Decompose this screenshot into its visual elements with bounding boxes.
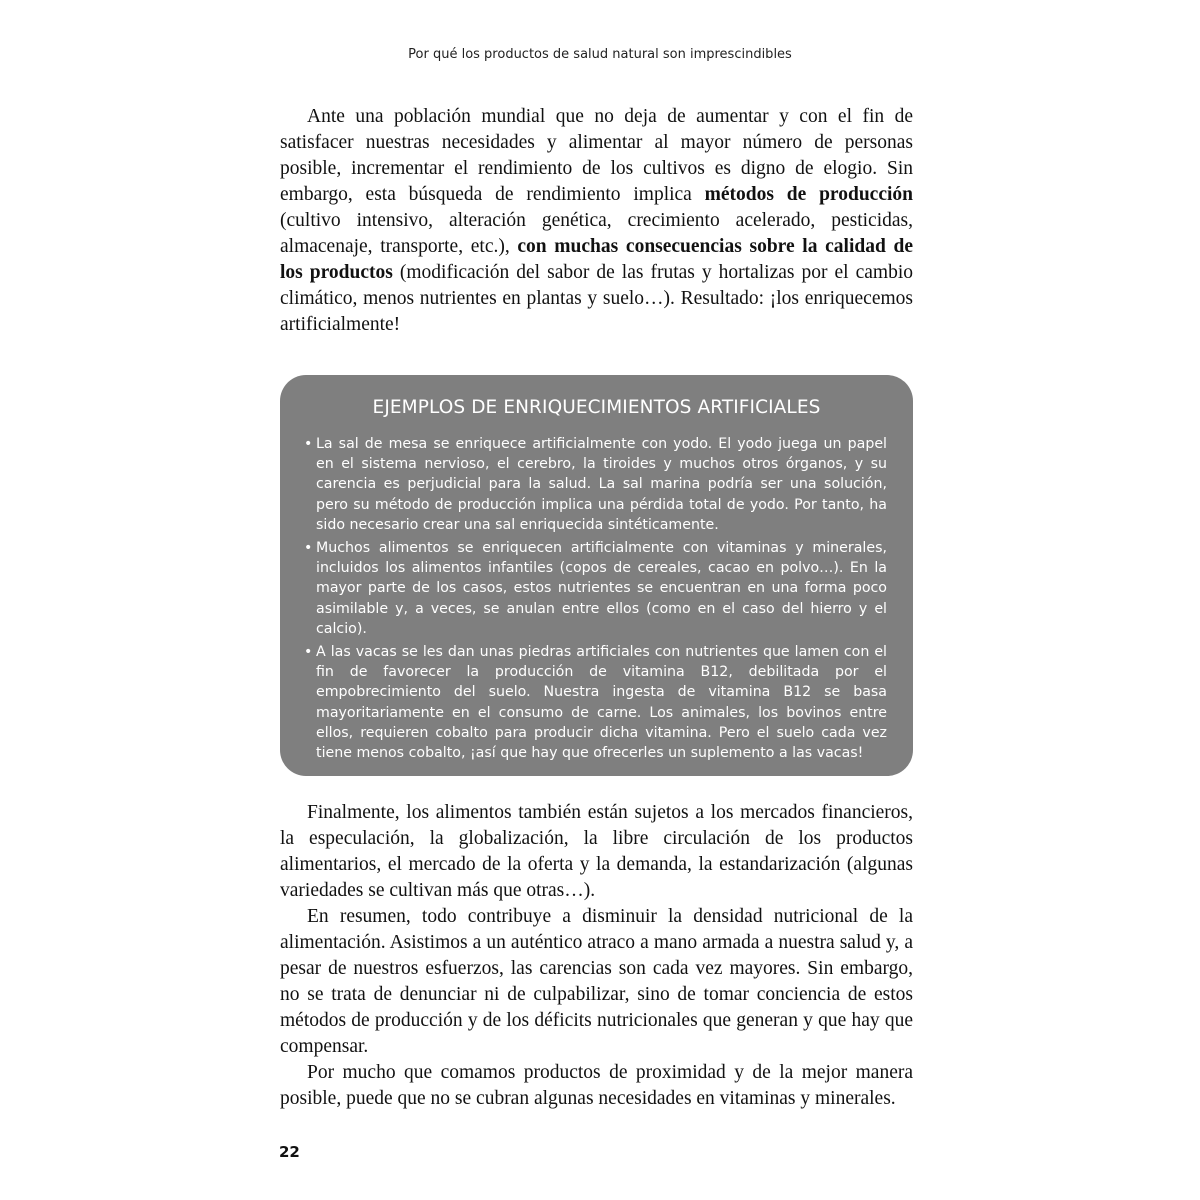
intro-paragraph — [280, 104, 913, 338]
closing-paragraph: Finalmente, los alimentos también están sujetos a los mercados financieros, la especulación, la globalización, la libre circulación de los productos alimentarios, el mercado de la oferta y la demanda, la estandarización (algunas variedades se cultivan más que otras…). — [280, 802, 913, 901]
bullet-icon: • — [304, 436, 313, 452]
intro-text-part3: (modificación del sabor de las frutas y hortalizas por el cambio climático, menos nutrientes en plantas y suelo…). Resultado: ¡los enriquecemos artificialmente! — [280, 262, 913, 335]
running-header: Por qué los productos de salud natural son imprescindibles — [408, 47, 792, 62]
closing-text-block — [280, 800, 913, 1112]
intro-text-part2: (cultivo intensivo, alteración genética, crecimiento acelerado, pesticidas, almacenaje, transporte, etc.), — [280, 210, 913, 257]
intro-text-block — [280, 104, 913, 338]
callout-list-item — [306, 642, 887, 763]
intro-bold-production-methods: métodos de producción — [704, 184, 913, 205]
bullet-icon: • — [304, 540, 313, 557]
intro-text-part1: Ante una población mundial que no deja de aumentar y con el fin de satisfacer nuestras necesidades y alimentar al mayor número de personas posible, incrementar el rendimiento de los cultivos es digno de elogio. Sin embargo, esta búsqueda de rendimiento implica — [280, 106, 913, 205]
bullet-icon: • — [304, 644, 313, 661]
callout-list-item — [306, 538, 887, 639]
intro-bold-consequences: con muchas consecuencias sobre la calidad de los productos — [280, 236, 913, 283]
closing-paragraph: En resumen, todo contribuye a disminuir la densidad nutricional de la alimentación. Asistimos a un auténtico atraco a mano armada a nuestra salud y, a pesar de nuestros esfuerzos, las carencias son cada vez mayores. Sin embargo, no se trata de denunciar ni de culpabilizar, sino de tomar conciencia de estos métodos de producción y de los déficits nutricionales que generan y que hay que compensar. — [280, 906, 913, 1057]
artificial-enrichment-callout — [280, 375, 913, 776]
callout-item-text: A las vacas se les dan unas piedras artificiales con nutrientes que lamen con el fin de favorecer la producción de vitamina B12, debilitada por el empobrecimiento del suelo. Nuestra ingesta de vitamina B12 se basa mayoritariamente en el consumo de carne. Los animales, los bovinos entre ellos, requieren cobalto para producir dicha vitamina. Pero el suelo cada vez tiene menos cobalto, ¡así que hay que ofrecerles un suplemento a las vacas! — [316, 644, 887, 762]
page-number: 22 — [279, 1143, 300, 1161]
callout-item-text: La sal de mesa se enriquece artificialmente con yodo. El yodo juega un papel en el sistema nervioso, el cerebro, la tiroides y muchos otros órganos, y su carencia es perjudicial para la salud. La sal marina podría ser una solución, pero su método de producción implica una pérdida total de yodo. Por tanto, ha sido necesario crear una sal enriquecida sintéticamente. — [316, 436, 887, 533]
callout-title: EJEMPLOS DE ENRIQUECIMIENTOS ARTIFICIALES — [372, 397, 821, 418]
callout-list-item — [306, 434, 887, 535]
callout-item-text: Muchos alimentos se enriquecen artificialmente con vitaminas y minerales, incluidos los alimentos infantiles (copos de cereales, cacao en polvo…). En la mayor parte de los casos, estos nutrientes se encuentran en una forma poco asimilable y, a veces, se anulan entre ellos (como en el caso del hierro y el calcio). — [316, 540, 887, 637]
closing-paragraph: Por mucho que comamos productos de proximidad y de la mejor manera posible, puede que no se cubran algunas necesidades en vitaminas y minerales. — [280, 1062, 913, 1109]
callout-list — [306, 434, 887, 763]
